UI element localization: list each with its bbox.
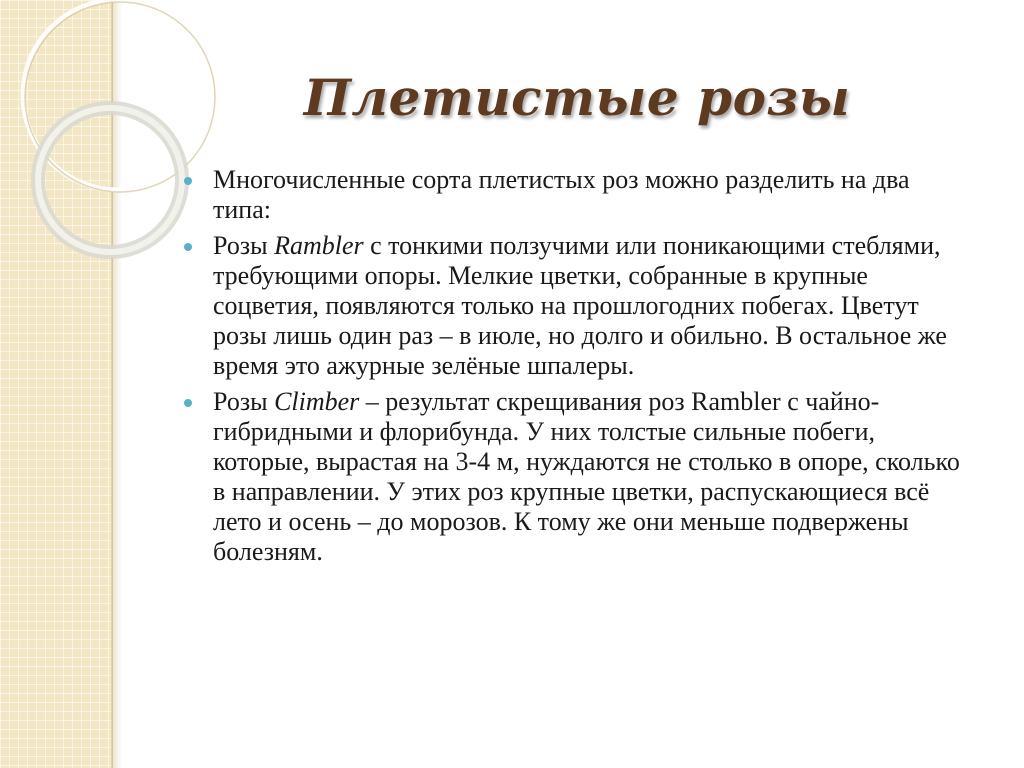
dot-icon <box>184 243 192 251</box>
dot-icon <box>184 399 192 407</box>
slide-content <box>180 165 970 573</box>
bullet-text-rest: – результат скрещивания роз Rambler с чайно-гибридными и флорибунда. У них толстые сильные побеги, которые, вырастая на 3-4 м, нуждаются не столько в опоре, сколько в направлении. У этих роз крупные цветки, распускающиеся всё лето и осень – до морозов. К тому же они меньше подвержены болезням. <box>213 387 960 566</box>
dot-icon <box>184 177 192 185</box>
bullet-item <box>180 165 970 225</box>
bullet-item <box>180 231 970 381</box>
bullet-text-start: Розы <box>213 231 275 260</box>
bullet-item <box>180 387 970 567</box>
bullet-list <box>180 165 970 567</box>
slide-title: Плетистые розы <box>303 68 851 127</box>
bullet-text-start: Розы <box>213 387 275 416</box>
bullet-text-rest: с тонкими ползучими или поникающими стеблями, требующими опоры. Мелкие цветки, собранные в крупные соцветия, появляются только на прошлогодних побегах. Цветут розы лишь один раз – в июле, но долго и обильно. В остальное же время это ажурные зелёные шпалеры. <box>213 231 947 380</box>
bullet-text: Многочисленные сорта плетистых роз можно разделить на два типа: <box>213 165 910 224</box>
variety-name-rambler: Rambler <box>274 231 364 260</box>
variety-name-climber: Climber <box>274 387 360 416</box>
